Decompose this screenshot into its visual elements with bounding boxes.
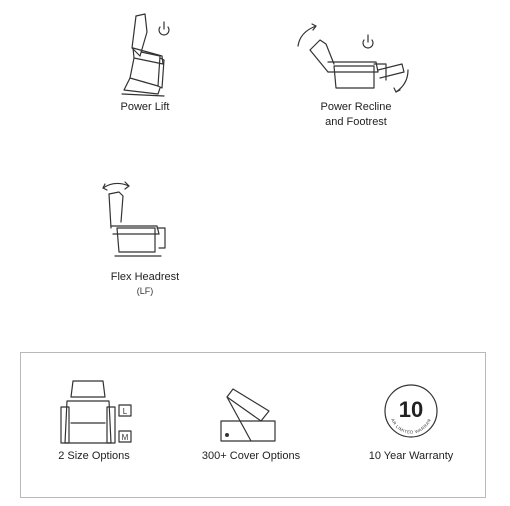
size-badge-l <box>119 405 131 416</box>
feature-flex-headrest <box>95 176 195 298</box>
warranty-seal-icon <box>351 373 471 449</box>
size-badge-m <box>119 431 131 442</box>
option-label: 10 Year Warranty <box>368 450 454 462</box>
flex-headrest-icon <box>95 176 195 270</box>
feature-label: Flex Headrest <box>110 271 180 283</box>
svg-text:L: L <box>122 407 128 416</box>
feature-power-recline <box>290 14 422 130</box>
option-size <box>39 373 149 464</box>
cover-swatch-icon <box>191 373 311 449</box>
svg-text:10: 10 <box>398 397 424 422</box>
option-cover <box>191 373 311 464</box>
option-label: 300+ Cover Options <box>201 450 301 462</box>
power-recline-icon <box>290 14 422 100</box>
power-icon <box>159 22 169 35</box>
svg-text:YEAR LIMITED WARRANTY: AR LIMITED WARRAN <box>390 417 432 435</box>
feature-label-line2: and Footrest <box>325 116 387 128</box>
options-panel <box>20 352 486 498</box>
option-warranty <box>351 373 471 464</box>
feature-power-lift <box>100 8 190 115</box>
power-lift-icon <box>100 8 190 100</box>
svg-text:M: M <box>121 433 129 442</box>
option-label: 2 Size Options <box>58 450 130 462</box>
feature-label-line1: Power Recline <box>320 101 392 113</box>
size-chair-icon <box>39 373 149 449</box>
power-icon <box>363 35 373 48</box>
feature-sublabel: (LF) <box>136 286 154 296</box>
headrest-arrow-icon <box>103 183 129 188</box>
feature-label: Power Lift <box>120 101 170 113</box>
